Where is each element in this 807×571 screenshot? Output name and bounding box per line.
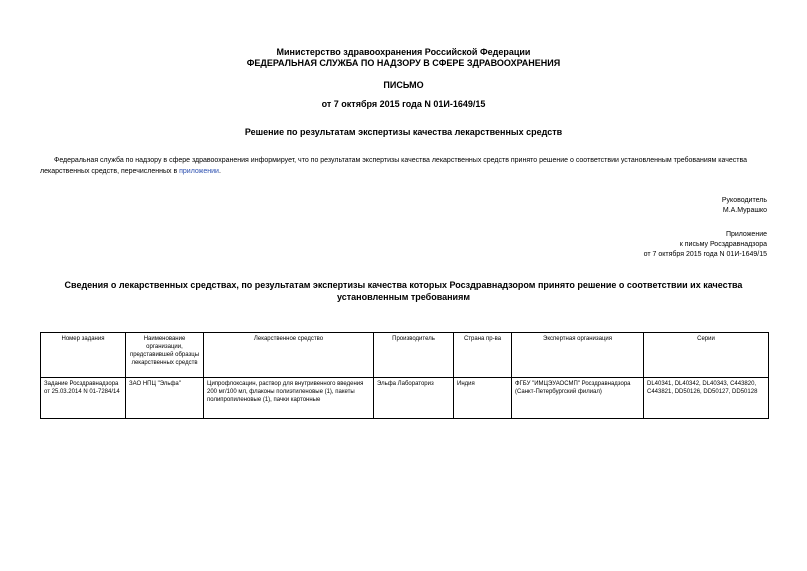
cell-task-number: Задание Росздравнадзора от 25.03.2014 N 01-7284/14 bbox=[41, 378, 126, 419]
appendix-section-title: Сведения о лекарственных средствах, по результатам экспертизы качества которых Росздравнадзором принято решение о соответствии их качества установленным требованиям bbox=[64, 280, 743, 302]
body-paragraph bbox=[40, 155, 768, 177]
appendix-link[interactable]: приложении bbox=[179, 168, 219, 175]
header-country: Страна пр-ва bbox=[454, 333, 512, 378]
header-expert-organization: Экспертная организация bbox=[512, 333, 644, 378]
cell-medicine: Ципрофлоксацин, раствор для внутривенного введения 200 мг/100 мл, флаконы полиэтиленовые (1), пакеты полипропиленовые (1), пачки картонные bbox=[204, 378, 374, 419]
cell-series: DL40341, DL40342, DL40343, C443820, C443821, DD50126, DD50127, DD50128 bbox=[644, 378, 769, 419]
header-task-number: Номер задания bbox=[41, 333, 126, 378]
table-header-row bbox=[41, 333, 769, 378]
appendix-reference bbox=[644, 230, 767, 260]
cell-organization: ЗАО НПЦ "Эльфа" bbox=[126, 378, 204, 419]
header-manufacturer: Производитель bbox=[374, 333, 454, 378]
signature-position: Руководитель bbox=[721, 197, 767, 204]
appendix-line-1: к письму Росздравнадзора bbox=[679, 241, 767, 248]
table-row bbox=[41, 378, 769, 419]
ministry-name: Министерство здравоохранения Российской Федерации bbox=[276, 47, 531, 57]
cell-expert-organization: ФГБУ "ИМЦЭУАОСМП" Росздравнадзора (Санкт-Петербургский филиал) bbox=[512, 378, 644, 419]
appendix-line-2: от 7 октября 2015 года N 01И-1649/15 bbox=[643, 251, 767, 258]
body-text-before-link: Федеральная служба по надзору в сфере здравоохранения информирует, что по результатам экспертизы качества лекарственных средств принято решение о соответствии установленным требованиям качества лекарственных средств, перечисленных в bbox=[40, 157, 748, 175]
signature-name: М.А.Мурашко bbox=[722, 207, 767, 214]
cell-manufacturer: Эльфа Лабораториз bbox=[374, 378, 454, 419]
medicines-table bbox=[40, 332, 769, 419]
document-date-number: от 7 октября 2015 года N 01И-1649/15 bbox=[321, 99, 486, 109]
service-name: ФЕДЕРАЛЬНАЯ СЛУЖБА ПО НАДЗОРУ В СФЕРЕ ЗДРАВООХРАНЕНИЯ bbox=[246, 58, 561, 68]
document-type: ПИСЬМО bbox=[383, 80, 424, 90]
header-medicine: Лекарственное средство bbox=[204, 333, 374, 378]
cell-country: Индия bbox=[454, 378, 512, 419]
signature-block bbox=[722, 196, 767, 216]
appendix-label: Приложение bbox=[725, 231, 767, 238]
document-subject: Решение по результатам экспертизы качества лекарственных средств bbox=[244, 127, 563, 137]
header-series: Серии bbox=[644, 333, 769, 378]
header-organization: Наименование организации, представившей образцы лекарственных средств bbox=[126, 333, 204, 378]
body-text-after-link: . bbox=[218, 168, 221, 175]
